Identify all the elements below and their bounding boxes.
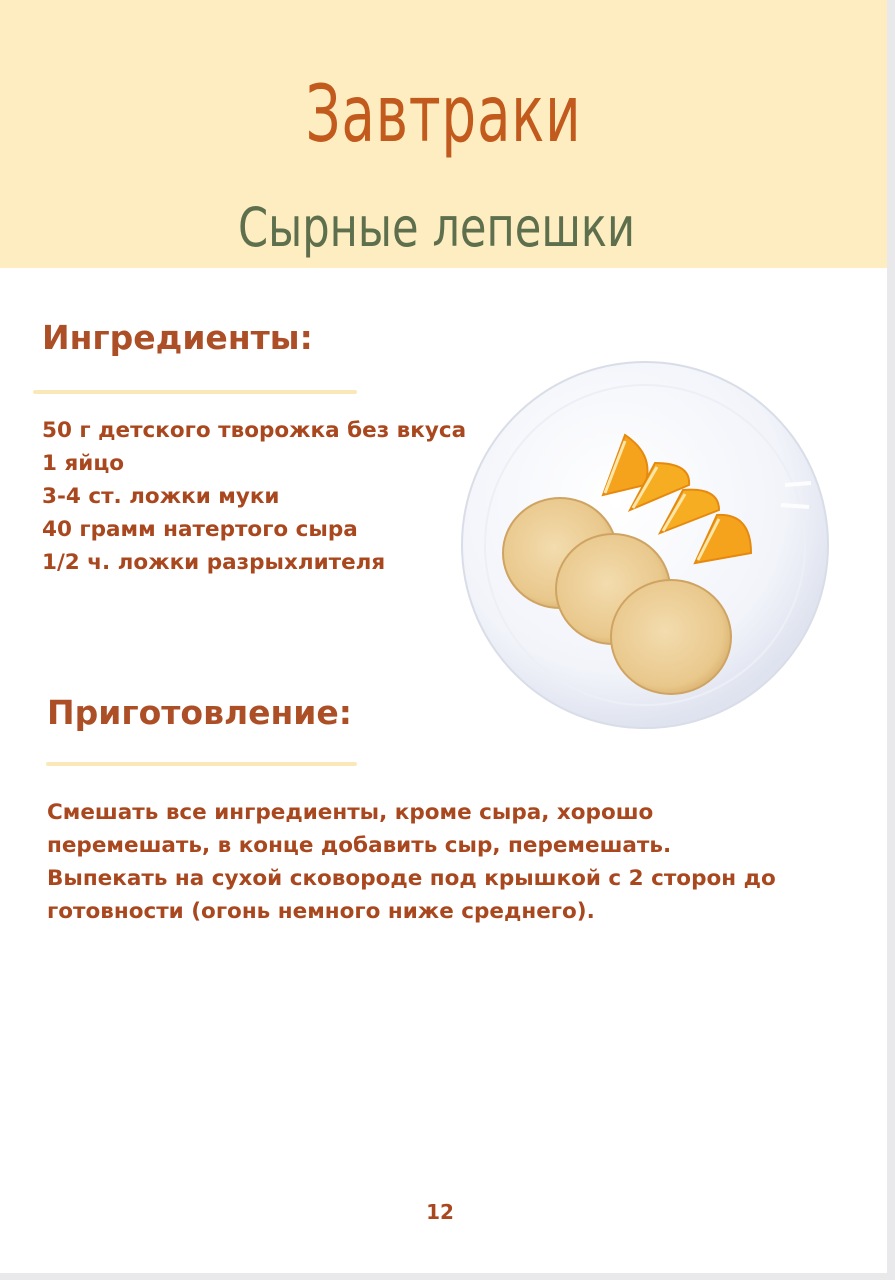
ingredient-item: 1 яйцо: [42, 451, 125, 476]
ingredients-list: [42, 414, 466, 579]
header-band: [0, 0, 887, 268]
ingredient-item: 40 грамм натертого сыра: [42, 517, 358, 542]
preparation-line: Смешать все ингредиенты, кроме сыра, хорошо: [47, 800, 654, 825]
preparation-heading: Приготовление:: [47, 693, 353, 732]
section-title: Завтраки: [305, 70, 582, 160]
cheese-pancakes-plate-photo: [455, 355, 835, 735]
preparation-line: Выпекать на сухой сковороде под крышкой с 2 сторон до: [47, 866, 776, 891]
ingredient-item: 50 г детского творожка без вкуса: [42, 418, 467, 443]
preparation-divider: [46, 762, 357, 766]
recipe-title: Сырные лепешки: [237, 196, 636, 259]
preparation-line: перемешать, в конце добавить сыр, перемешать.: [47, 833, 672, 858]
ingredients-heading: Ингредиенты:: [42, 318, 313, 357]
preparation-text: [47, 796, 837, 928]
page-number: 12: [426, 1200, 454, 1224]
ingredients-divider: [33, 390, 357, 394]
ingredient-item: 3-4 ст. ложки муки: [42, 484, 280, 509]
preparation-line: готовности (огонь немного ниже среднего).: [47, 899, 595, 924]
ingredient-item: 1/2 ч. ложки разрыхлителя: [42, 550, 386, 575]
